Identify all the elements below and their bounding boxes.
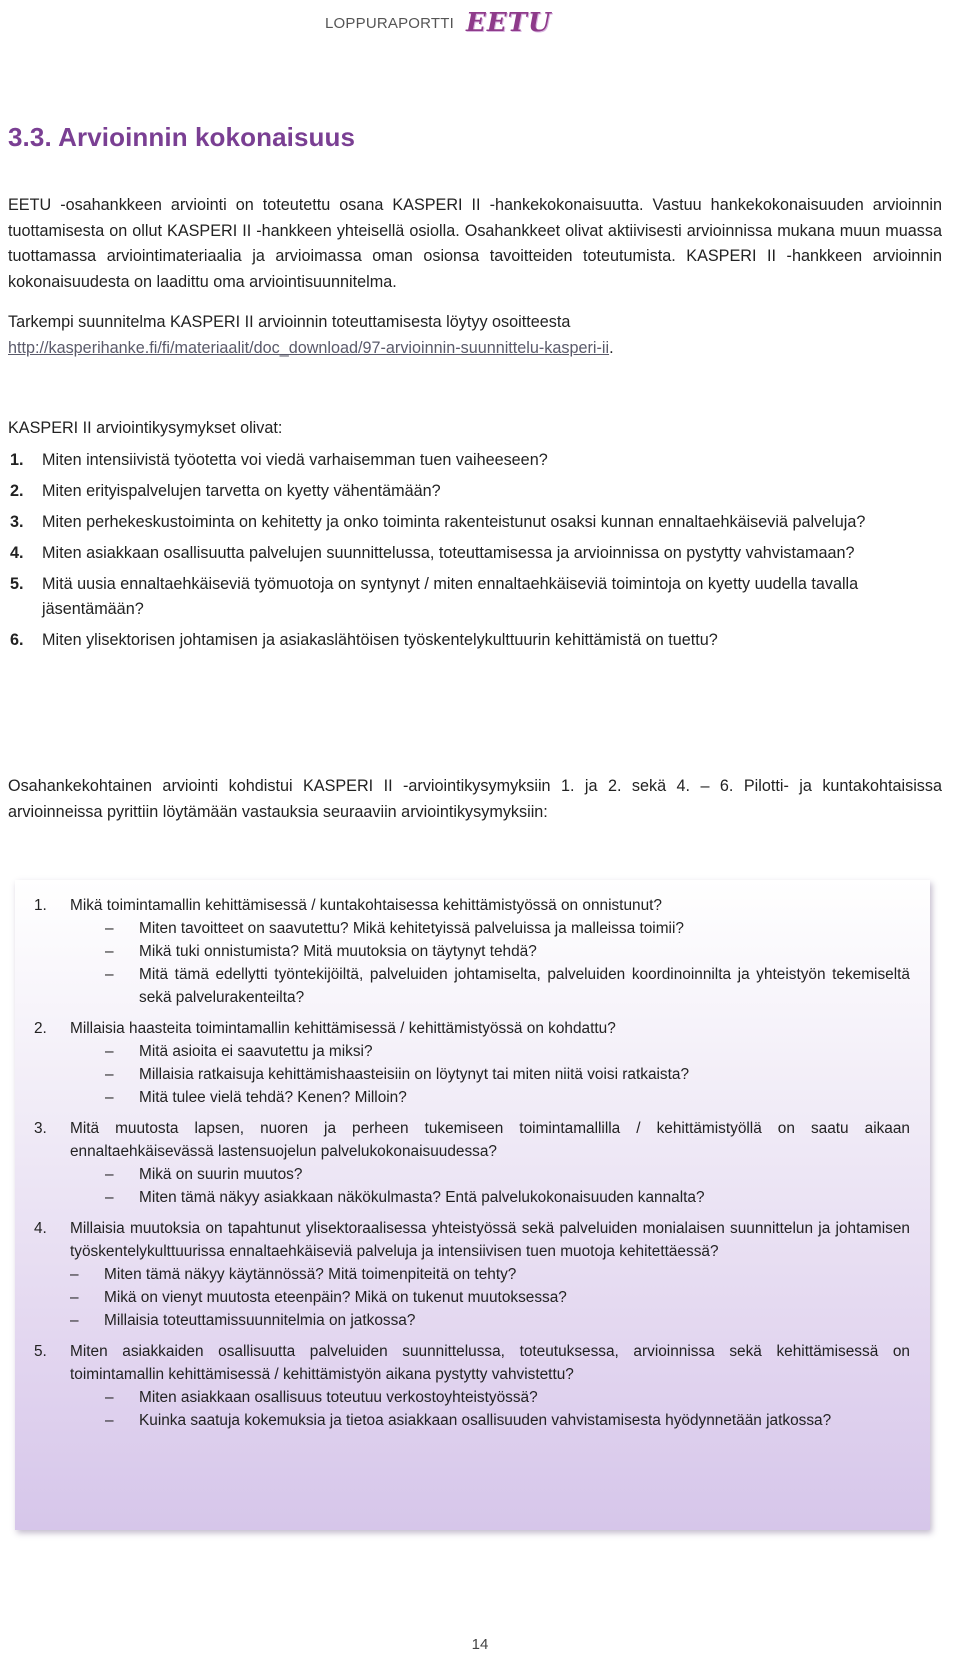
question-number: 2. <box>34 1020 47 1037</box>
list-item <box>8 479 938 504</box>
sub-question-text: Mikä on vienyt muutosta eteenpäin? Mikä on tukenut muutoksessa? <box>104 1289 567 1306</box>
sub-question-text: Millaisia toteuttamissuunnitelmia on jatkossa? <box>104 1312 416 1329</box>
sub-question <box>15 1263 910 1286</box>
sub-question <box>15 1386 910 1409</box>
list-item <box>15 1017 910 1109</box>
pilot-question <box>15 1017 910 1040</box>
question-text: Miten perhekeskustoiminta on kehitetty ja onko toiminta rakenteistunut osaksi kunnan ennaltaehkäiseviä palveluja? <box>42 513 866 531</box>
sub-evaluation-paragraph: Osahankekohtainen arviointi kohdistui KASPERI II -arviointikysymyksiin 1. ja 2. sekä 4. – 6. Pilotti- ja kuntakohtaisissa arvioinneissa pyrittiin löytämään vastauksia seuraaviin arviointikysymyksiin: <box>8 777 942 821</box>
sub-question <box>15 1286 910 1309</box>
sub-question <box>15 1186 910 1209</box>
questions-intro: KASPERI II arviointikysymykset olivat: <box>8 419 283 437</box>
sub-question <box>15 1040 910 1063</box>
question-number: 3. <box>34 1120 47 1137</box>
question-number: 2. <box>10 482 24 500</box>
question-text: Millaisia haasteita toimintamallin kehittämisessä / kehittämistyössä on kohdattu? <box>70 1020 616 1037</box>
dash-bullet: – <box>105 1089 114 1106</box>
dash-bullet: – <box>105 1166 114 1183</box>
list-item <box>15 1117 910 1209</box>
sub-question <box>15 1063 910 1086</box>
dash-bullet: – <box>70 1266 79 1283</box>
question-number: 5. <box>34 1343 47 1360</box>
question-number: 6. <box>10 631 24 649</box>
sub-question-text: Miten tämä näkyy käytännössä? Mitä toimenpiteitä on tehty? <box>104 1266 517 1283</box>
dash-bullet: – <box>105 966 114 983</box>
sub-question-text: Miten tavoitteet on saavutettu? Mikä kehitetyissä palveluissa ja malleissa toimii? <box>139 920 684 937</box>
plan-link-period: . <box>609 338 614 357</box>
pilot-question <box>15 894 910 917</box>
list-item <box>8 541 938 566</box>
section-heading: 3.3. Arvioinnin kokonaisuus <box>8 122 356 152</box>
list-item <box>15 1340 910 1432</box>
page-header <box>325 8 552 38</box>
sub-question-text: Miten asiakkaan osallisuus toteutuu verkostoyhteistyössä? <box>139 1389 538 1406</box>
intro-paragraph: EETU -osahankkeen arviointi on toteutettu osana KASPERI II -hankekokonaisuutta. Vastuu hankekokonaisuuden arvioinnin tuottamisesta on ollut KASPERI II -hankkeen yhteisellä osiolla. Osahankkeet olivat aktiivisesti arvioinnissa mukana muun muassa tuottamassa arviointimateriaalia ja arvioimassa oman osionsa tavoitteiden toteutumista. KASPERI II -hankkeen arvioinnin kokonaisuudesta on laadittu oma arviointisuunnitelma. <box>8 196 942 291</box>
pilot-question <box>15 1340 910 1386</box>
question-text: Mikä toimintamallin kehittämisessä / kuntakohtaisessa kehittämistyössä on onnistunut? <box>70 897 662 914</box>
dash-bullet: – <box>105 920 114 937</box>
pilot-questions-box <box>15 880 930 1530</box>
dash-bullet: – <box>105 1412 114 1429</box>
evaluation-questions-list <box>8 448 938 659</box>
question-number: 4. <box>34 1220 47 1237</box>
question-text: Millaisia muutoksia on tapahtunut ylisektoraalisessa yhteistyössä sekä palveluiden monialaisen suunnittelun ja johtamisen työskentelykulttuurissa ennaltaehkäiseviä palveluja ja intensiivisen tuen muotoja kehitettäessä? <box>70 1220 910 1260</box>
plan-link[interactable]: http://kasperihanke.fi/fi/materiaalit/doc_download/97-arvioinnin-suunnittelu-kasperi-ii <box>8 338 610 357</box>
dash-bullet: – <box>105 1189 114 1206</box>
sub-question <box>15 1409 910 1432</box>
sub-question-text: Mitä asioita ei saavutettu ja miksi? <box>139 1043 373 1060</box>
sub-question-text: Kuinka saatuja kokemuksia ja tietoa asiakkaan osallisuuden vahvistamisesta hyödynnetään jatkossa? <box>139 1412 832 1429</box>
sub-question-text: Mitä tämä edellytti työntekijöiltä, palveluiden johtamiselta, palveluiden koordinoinnilta ja yhteistyön tekemiseltä sekä palvelurakenteilta? <box>139 966 910 1006</box>
question-text: Mitä muutosta lapsen, nuoren ja perheen tukemiseen toimintamallilla / kehittämistyöllä on saatu aikaan ennaltaehkäisevässä lastensuojelun palvelukokonaisuudessa? <box>70 1120 910 1160</box>
sub-question-list <box>15 1040 910 1109</box>
sub-question <box>15 940 910 963</box>
list-item <box>8 628 938 653</box>
pilot-question <box>15 1217 910 1263</box>
question-number: 1. <box>34 897 47 914</box>
page-number: 14 <box>471 1636 489 1653</box>
sub-question-text: Mitä tulee vielä tehdä? Kenen? Milloin? <box>139 1089 407 1106</box>
sub-question <box>15 963 910 1009</box>
sub-question-list <box>15 1163 910 1209</box>
question-number: 1. <box>10 451 24 469</box>
plan-paragraph <box>8 310 942 361</box>
question-text: Miten erityispalvelujen tarvetta on kyetty vähentämään? <box>42 482 441 500</box>
list-item <box>15 894 910 1009</box>
question-number: 5. <box>10 575 24 593</box>
list-item <box>8 448 938 473</box>
eetu-logo: EETU <box>466 8 552 38</box>
sub-question <box>15 917 910 940</box>
sub-question-list <box>15 1263 910 1332</box>
question-text: Miten ylisektorisen johtamisen ja asiakaslähtöisen työskentelykulttuurin kehittämistä on tuettu? <box>42 631 718 649</box>
pilot-questions-list <box>15 880 930 1440</box>
list-item <box>15 1217 910 1332</box>
question-text: Miten asiakkaan osallisuutta palvelujen suunnittelussa, toteuttamisessa ja arvioinnissa on pystytty vahvistamaan? <box>42 544 855 562</box>
list-item <box>8 510 938 535</box>
dash-bullet: – <box>105 1043 114 1060</box>
sub-question-text: Millaisia ratkaisuja kehittämishaasteisiin on löytynyt tai miten niitä voisi ratkaista? <box>139 1066 690 1083</box>
question-number: 3. <box>10 513 24 531</box>
list-item <box>8 572 938 622</box>
dash-bullet: – <box>105 1066 114 1083</box>
sub-question-list <box>15 1386 910 1432</box>
dash-bullet: – <box>70 1312 79 1329</box>
report-title: LOPPURAPORTTI <box>325 14 455 32</box>
sub-question <box>15 1086 910 1109</box>
question-text: Miten asiakkaiden osallisuutta palveluiden suunnittelussa, toteutuksessa, arvioinnissa sekä kehittämisessä on toimintamallin kehittämisessä / kehittämistyön aikana pystytty vahvistettu? <box>70 1343 910 1383</box>
question-text: Miten intensiivistä työotetta voi viedä varhaisemman tuen vaiheeseen? <box>42 451 548 469</box>
sub-question-text: Mikä on suurin muutos? <box>139 1166 303 1183</box>
pilot-question <box>15 1117 910 1163</box>
plan-paragraph-text: Tarkempi suunnitelma KASPERI II arvioinnin toteuttamisesta löytyy osoitteesta <box>8 313 571 331</box>
sub-question <box>15 1309 910 1332</box>
question-number: 4. <box>10 544 24 562</box>
sub-question-text: Miten tämä näkyy asiakkaan näkökulmasta? Entä palvelukokonaisuuden kannalta? <box>139 1189 705 1206</box>
question-text: Mitä uusia ennaltaehkäiseviä työmuotoja on syntynyt / miten ennaltaehkäiseviä toimintoja on kyetty uudella tavalla jäsentämään? <box>42 575 859 618</box>
sub-question-text: Mikä tuki onnistumista? Mitä muutoksia on täytynyt tehdä? <box>139 943 537 960</box>
sub-question <box>15 1163 910 1186</box>
sub-question-list <box>15 917 910 1009</box>
dash-bullet: – <box>105 1389 114 1406</box>
dash-bullet: – <box>105 943 114 960</box>
dash-bullet: – <box>70 1289 79 1306</box>
